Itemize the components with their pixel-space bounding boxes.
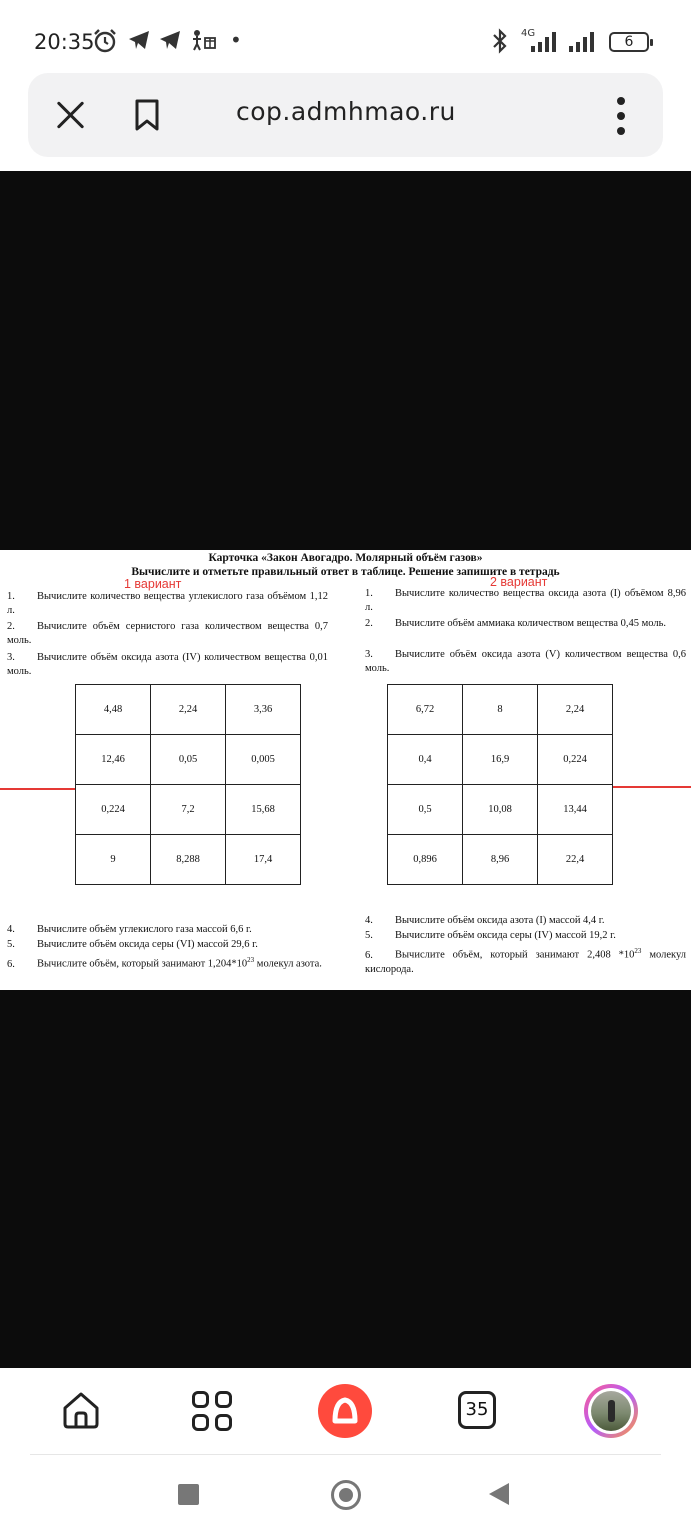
more-vertical-icon[interactable]	[614, 95, 628, 137]
table-row	[76, 835, 301, 885]
v1-answer-table	[75, 684, 301, 885]
table-row	[76, 785, 301, 835]
document-title: Карточка «Закон Авогадро. Молярный объём газов»	[208, 552, 483, 564]
v1-question-2: 2. Вычислите объём сернистого газа количеством вещества 0,7 моль.	[7, 621, 328, 646]
bottom-navigation	[0, 1368, 691, 1536]
table-cell: 0,224	[538, 735, 613, 785]
viewer-background-bottom	[0, 990, 691, 1368]
table-row	[388, 785, 613, 835]
viewer-background-top	[0, 171, 691, 550]
notification-dot: •	[230, 28, 242, 52]
v2-question-1: 1. Вычислите количество вещества оксида азота (I) объёмом 8,96 л.	[365, 588, 686, 613]
variant1-label: 1 вариант	[124, 577, 182, 591]
v2-question-2: 2. Вычислите объём аммиака количеством вещества 0,45 моль.	[365, 618, 667, 629]
v1-question-5: 5. Вычислите объём оксида серы (VI) массой 29,6 г.	[7, 939, 258, 950]
table-cell: 3,36	[226, 685, 301, 735]
v1-question-3: 3. Вычислите объём оксида азота (IV) количеством вещества 0,01 моль.	[7, 652, 328, 677]
table-row	[388, 735, 613, 785]
table-row	[388, 835, 613, 885]
v2-question-6: 6. Вычислите объём, который занимают 2,408 $*10^{23}$ молекул кислорода.	[365, 947, 687, 975]
home-circle-icon[interactable]	[331, 1480, 361, 1510]
table-cell: 22,4	[538, 835, 613, 885]
table-cell: 12,46	[76, 735, 151, 785]
table-cell: 13,44	[538, 785, 613, 835]
profile-avatar[interactable]	[584, 1384, 638, 1438]
battery-icon: 6	[609, 32, 649, 52]
table-cell: 9	[76, 835, 151, 885]
table-cell: 7,2	[151, 785, 226, 835]
table-row	[76, 735, 301, 785]
close-icon[interactable]	[56, 99, 86, 129]
variant2-label: 2 вариант	[490, 575, 548, 589]
back-icon[interactable]	[489, 1483, 509, 1505]
table-cell: 0,4	[388, 735, 463, 785]
alarm-icon	[92, 28, 118, 60]
document-subtitle: Вычислите и отметьте правильный ответ в таблице. Решение запишите в тетрадь	[131, 566, 560, 578]
table-row	[388, 685, 613, 735]
status-time: 20:35	[34, 30, 95, 54]
table-cell: 16,9	[463, 735, 538, 785]
table-cell: 0,896	[388, 835, 463, 885]
cut-line-left	[0, 788, 75, 790]
v1-question-4: 4. Вычислите объём углекислого газа массой 6,6 г.	[7, 924, 252, 935]
table-cell: 2,24	[151, 685, 226, 735]
table-cell: 4,48	[76, 685, 151, 735]
table-cell: 15,68	[226, 785, 301, 835]
address-bar	[28, 73, 663, 157]
divider	[30, 1454, 661, 1455]
home-icon[interactable]	[61, 1390, 101, 1430]
bookmark-icon[interactable]	[134, 99, 160, 131]
table-cell: 6,72	[388, 685, 463, 735]
cut-line-right	[613, 786, 691, 788]
table-cell: 17,4	[226, 835, 301, 885]
child-gift-icon	[191, 28, 217, 58]
signal-icon	[569, 30, 599, 52]
bluetooth-icon	[490, 28, 510, 60]
v2-question-4: 4. Вычислите объём оксида азота (I) массой 4,4 г.	[365, 915, 605, 926]
v2-question-3: 3. Вычислите объём оксида азота (V) количеством вещества 0,6 моль.	[365, 649, 686, 674]
table-cell: 10,08	[463, 785, 538, 835]
apps-grid-icon[interactable]	[192, 1391, 234, 1433]
recents-icon[interactable]	[178, 1484, 199, 1505]
document-page	[0, 550, 691, 990]
table-cell: 8,288	[151, 835, 226, 885]
table-cell: 0,5	[388, 785, 463, 835]
alice-assistant-icon[interactable]	[318, 1384, 372, 1438]
v2-answer-table	[387, 684, 613, 885]
v1-question-6: 6. Вычислите объём, который занимают $1,204*10^{23}$ молекул азота.	[7, 956, 322, 970]
url-text[interactable]: cop.admhmao.ru	[236, 97, 456, 126]
table-cell: 0,005	[226, 735, 301, 785]
status-bar	[0, 0, 691, 74]
signal-icon	[531, 30, 561, 52]
table-cell: 0,05	[151, 735, 226, 785]
telegram-icon	[158, 28, 182, 58]
table-cell: 0,224	[76, 785, 151, 835]
table-cell: 2,24	[538, 685, 613, 735]
table-row	[76, 685, 301, 735]
tabs-counter-icon[interactable]: 35	[458, 1391, 496, 1429]
v1-question-1: 1. Вычислите количество вещества углекислого газа объёмом 1,12 л.	[7, 591, 328, 616]
network-type: 4G	[521, 28, 536, 39]
table-cell: 8	[463, 685, 538, 735]
telegram-icon	[127, 28, 151, 58]
v2-question-5: 5. Вычислите объём оксида серы (IV) массой 19,2 г.	[365, 930, 616, 941]
table-cell: 8,96	[463, 835, 538, 885]
